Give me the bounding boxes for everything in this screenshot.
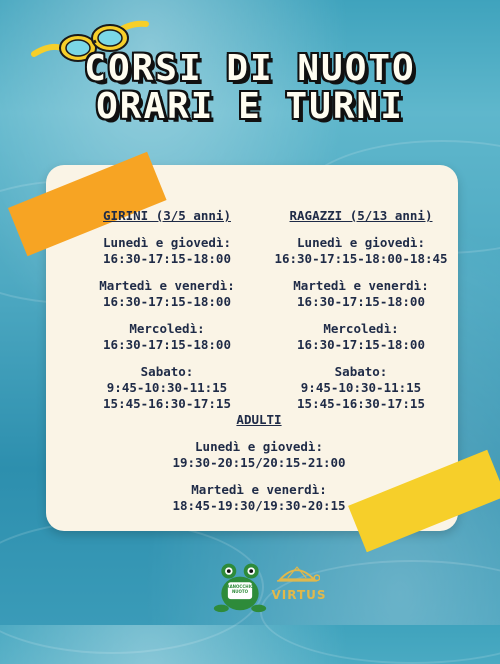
schedule-hours: 18:45-19:30/19:30-20:15 bbox=[172, 498, 346, 513]
section-heading: ADULTI bbox=[236, 412, 282, 427]
schedule-item bbox=[252, 364, 470, 412]
schedule-days: Mercoledì: bbox=[323, 321, 399, 336]
schedule-item bbox=[252, 235, 470, 267]
schedule-hours: 15:45-16:30-17:15 bbox=[103, 396, 231, 411]
schedule-hours: 19:30-20:15/20:15-21:00 bbox=[172, 455, 346, 470]
schedule-item bbox=[64, 364, 270, 412]
adulti-section bbox=[46, 412, 472, 525]
section-heading: GIRINI (3/5 anni) bbox=[103, 208, 231, 223]
schedule-hours: 9:45-10:30-11:15 bbox=[106, 380, 228, 395]
schedule-hours: 16:30-17:15-18:00 bbox=[103, 337, 231, 352]
schedule-item bbox=[252, 278, 470, 310]
schedule-days: Martedì e venerdì: bbox=[191, 482, 327, 497]
schedule-item bbox=[46, 482, 472, 514]
sponsor-logos bbox=[0, 558, 500, 618]
schedule-hours: 15:45-16:30-17:15 bbox=[297, 396, 425, 411]
schedule-item bbox=[46, 439, 472, 471]
section-heading: RAGAZZI (5/13 anni) bbox=[289, 208, 433, 223]
schedule-days: Martedì e venerdì: bbox=[99, 278, 235, 293]
schedule-hours: 16:30-17:15-18:00 bbox=[103, 251, 231, 266]
schedule-days: Sabato: bbox=[140, 364, 194, 379]
schedule-days: Lunedì e giovedì: bbox=[297, 235, 425, 250]
ragazzi-section bbox=[252, 208, 470, 423]
turtle-logo-icon bbox=[274, 562, 320, 586]
girini-section bbox=[64, 208, 270, 423]
frog-logo-text: RANOCCHIO NUOTO bbox=[226, 584, 254, 594]
schedule-days: Sabato: bbox=[334, 364, 388, 379]
schedule-days: Lunedì e giovedì: bbox=[103, 235, 231, 250]
schedule-item bbox=[64, 321, 270, 353]
schedule-hours: 16:30-17:15-18:00 bbox=[297, 337, 425, 352]
schedule-days: Lunedì e giovedì: bbox=[195, 439, 323, 454]
schedule-item bbox=[64, 278, 270, 310]
schedule-hours: 16:30-17:15-18:00-18:45 bbox=[274, 251, 448, 266]
schedule-item bbox=[252, 321, 470, 353]
schedule-hours: 16:30-17:15-18:00 bbox=[103, 294, 231, 309]
schedule-hours: 9:45-10:30-11:15 bbox=[300, 380, 422, 395]
schedule-hours: 16:30-17:15-18:00 bbox=[297, 294, 425, 309]
page-subtitle: ORARI E TURNI bbox=[96, 86, 404, 127]
schedule-days: Mercoledì: bbox=[129, 321, 205, 336]
schedule-item bbox=[64, 235, 270, 267]
virtus-logo-text: VIRTUS bbox=[271, 588, 327, 602]
page-title: CORSI DI NUOTO bbox=[84, 48, 416, 89]
schedule-days: Martedì e venerdì: bbox=[293, 278, 429, 293]
